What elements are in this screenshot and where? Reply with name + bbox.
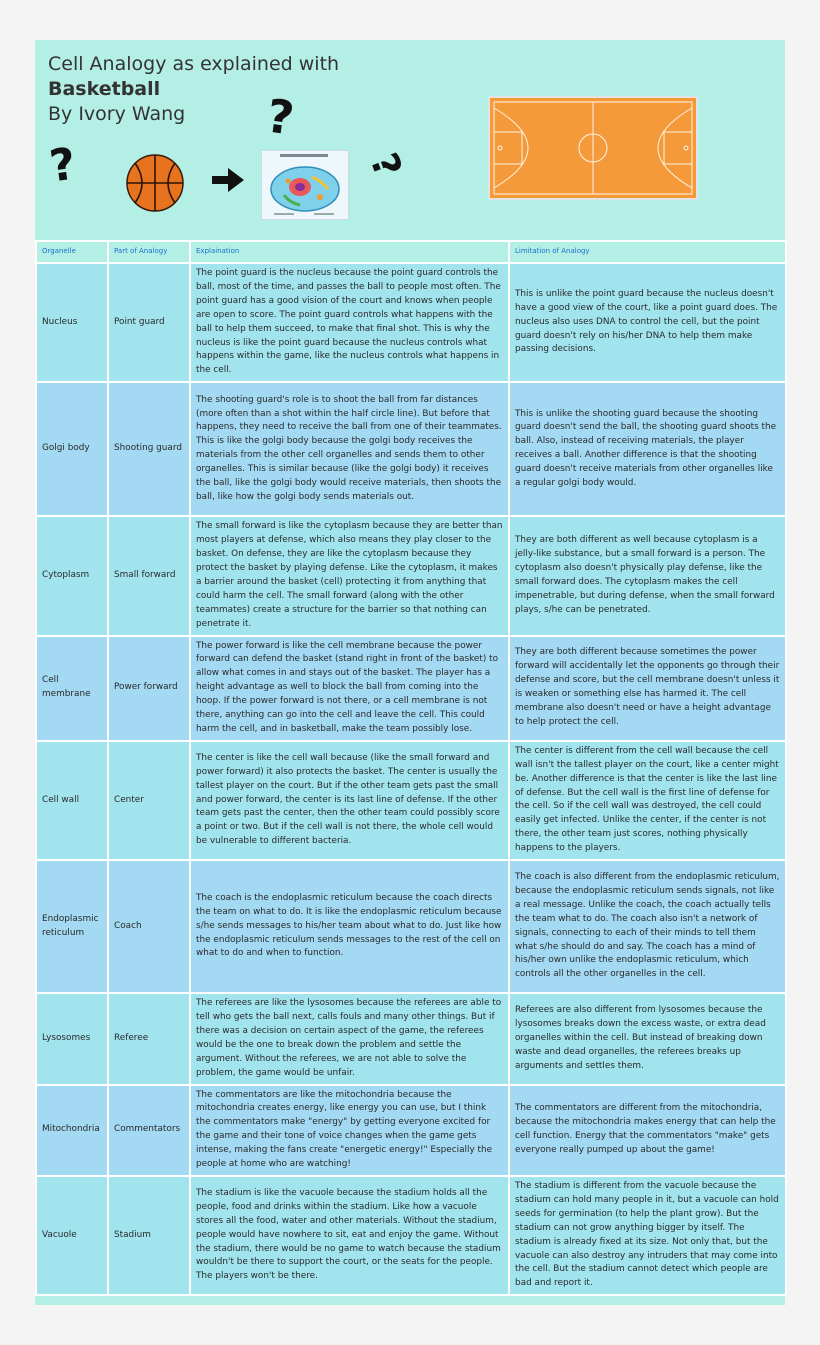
analogy-part-cell: Shooting guard xyxy=(108,382,190,516)
limitation-cell: The commentators are different from the mitochondria, because the mitochondria makes energy that can help the cell function. Energy that the commentators "make" gets everyone really pumped up about the game! xyxy=(509,1085,786,1176)
table-row xyxy=(36,993,786,1084)
header xyxy=(35,40,785,240)
limitation-cell: The coach is also different from the endoplasmic reticulum, because the endoplasmic reticulum sends signals, not like a real message. Unlike the coach, the coach actually tells the team what to do. The coach also isn't a network of signals, connecting to each of their minds to tell them what s/he should do and say. The coach has a mind of his/her own unlike the endoplasmic reticulum, which controls all the other organelles in the cell. xyxy=(509,860,786,993)
table-row xyxy=(36,382,786,516)
limitation-cell: This is unlike the point guard because the nucleus doesn't have a good view of the court, like a point guard does. The nucleus also uses DNA to control the cell, but the point guard doesn't rely on his/her DNA to help them make passing decisions. xyxy=(509,263,786,382)
explanation-cell: The center is like the cell wall because (like the small forward and power forward) it also protects the basket. The center is usually the tallest player on the court. But if the other team gets past the small and power forward, the center is its last line of defense. If the other team gets past the center, then the other team could possibly score a point or two. But if the cell wall is not there, the whole cell would be vulnerable to different bacteria. xyxy=(190,741,509,860)
limitation-cell: They are both different as well because cytoplasm is a jelly-like substance, but a small forward is a person. The cytoplasm also doesn't physically play defense, like the small forward does. The cytoplasm makes the cell impenetrable, but during defense, when the small forward plays, s/he can be penetrated. xyxy=(509,516,786,635)
analogy-part-cell: Power forward xyxy=(108,636,190,741)
explanation-cell: The stadium is like the vacuole because the stadium holds all the people, food and drinks within the stadium. Like how a vacuole stores all the food, water and other materials. Without the stadium, people would have nowhere to sit, eat and enjoy the game. Without the stadium, there would be no game to watch because the stadium wouldn't be there to support the court, or the seats for the people. The players won't be there. xyxy=(190,1176,509,1295)
question-mark-icon: ? xyxy=(361,147,411,183)
organelle-cell: Mitochondria xyxy=(36,1085,108,1176)
table-header-row xyxy=(36,241,786,263)
table-row xyxy=(36,860,786,993)
poster-title xyxy=(48,52,339,127)
table-row xyxy=(36,516,786,635)
author-line: By Ivory Wang xyxy=(48,103,186,125)
table-row xyxy=(36,1176,786,1295)
column-header: Explaination xyxy=(190,241,509,263)
question-mark-icon: ? xyxy=(263,88,298,146)
limitation-cell: This is unlike the shooting guard because the shooting guard doesn't send the ball, the shooting guard shoots the ball. Also, instead of receiving materials, the player receives a ball. Another difference is that the shooting guard doesn't receive materials from other organelles like a regular golgi body would. xyxy=(509,382,786,516)
explanation-cell: The referees are like the lysosomes because the referees are able to tell who gets the ball next, calls fouls and many other things. But if there was a decision on certain aspect of the game, the referees would be the one to break down the problem and settle the argument. Without the referees, we are not able to solve the problem, the game would be unfair. xyxy=(190,993,509,1084)
table-row xyxy=(36,636,786,741)
animal-cell-icon xyxy=(261,150,349,220)
explanation-cell: The point guard is the nucleus because the point guard controls the ball, most of the time, and passes the ball to people most often. The point guard has a good vision of the court and knows when people are open to score. The point guard controls what happens with the ball to help them succeed, to make that final shot. This is why the nucleus is like the point guard because the nucleus controls what happens within the game, like the nucleus controls what happens in the cell. xyxy=(190,263,509,382)
organelle-cell: Golgi body xyxy=(36,382,108,516)
analogy-part-cell: Center xyxy=(108,741,190,860)
analogy-part-cell: Coach xyxy=(108,860,190,993)
right-arrow-icon xyxy=(210,165,246,195)
organelle-cell: Cell membrane xyxy=(36,636,108,741)
poster xyxy=(35,40,785,1305)
question-mark-icon: ? xyxy=(46,138,79,193)
basketball-icon xyxy=(125,153,185,213)
title-line-2: Basketball xyxy=(48,78,161,100)
limitation-cell: They are both different because sometimes the power forward will accidentally let the opponents go through their defense and score, but the cell membrane doesn't unless it is weaken or something else has harmed it. The cell membrane also doesn't need or have a height advantage to help protect the cell. xyxy=(509,636,786,741)
organelle-cell: Cytoplasm xyxy=(36,516,108,635)
column-header: Organelle xyxy=(36,241,108,263)
explanation-cell: The shooting guard's role is to shoot the ball from far distances (more often than a shot within the half circle line). But before that happens, they need to receive the ball from one of their teammates. This is like the golgi body because the golgi body receives the materials from the other cell organelles and sends them to other organelles. This is similar because (like the golgi body) it receives the ball, like the golgi body would receive materials, then shoots the ball, like how the golgi body sends materials out. xyxy=(190,382,509,516)
table-row xyxy=(36,263,786,382)
basketball-court-icon xyxy=(488,96,698,200)
analogy-part-cell: Stadium xyxy=(108,1176,190,1295)
organelle-cell: Vacuole xyxy=(36,1176,108,1295)
limitation-cell: Referees are also different from lysosomes because the lysosomes breaks down the excess waste, or extra dead organelles within the cell. But instead of breaking down waste and dead organelles, the referees breaks up arguments and settles them. xyxy=(509,993,786,1084)
analogy-part-cell: Small forward xyxy=(108,516,190,635)
analogy-table xyxy=(35,240,787,1296)
table-row xyxy=(36,741,786,860)
limitation-cell: The stadium is different from the vacuole because the stadium can hold many people in it, but a vacuole can hold seeds for germination (to help the plant grow). But the stadium can not grow anything bigger by itself. The stadium is already fixed at its size. Not only that, but the vacuole can also destroy any intruders that may come into the cell. But the stadium cannot detect which people are bad and report it. xyxy=(509,1176,786,1295)
explanation-cell: The commentators are like the mitochondria because the mitochondria creates energy, like energy you can use, but I think the commentators make "energy" by getting everyone excited for the game and their tone of voice changes when the game gets intense, making the fans create "energetic energy!" Especially the people at home who are watching! xyxy=(190,1085,509,1176)
limitation-cell: The center is different from the cell wall because the cell wall isn't the tallest player on the court, like a center might be. Another difference is that the center is like the last line of defense. But the cell wall is the first line of defense for the cell. So if the cell wall was destroyed, the cell could easily get infected. Unlike the center, if the center is not there, the other team just scores, nothing physically happens to the players. xyxy=(509,741,786,860)
table-row xyxy=(36,1085,786,1176)
organelle-cell: Nucleus xyxy=(36,263,108,382)
organelle-cell: Lysosomes xyxy=(36,993,108,1084)
explanation-cell: The coach is the endoplasmic reticulum because the coach directs the team on what to do. It is like the endoplasmic reticulum because s/he sends messages to his/her team about what to do. Just like how the endoplasmic reticulum sends messages to the rest of the cell on what to do and when to function. xyxy=(190,860,509,993)
column-header: Part of Analogy xyxy=(108,241,190,263)
title-line-1: Cell Analogy as explained with xyxy=(48,53,340,75)
analogy-part-cell: Referee xyxy=(108,993,190,1084)
organelle-cell: Cell wall xyxy=(36,741,108,860)
organelle-cell: Endoplasmic reticulum xyxy=(36,860,108,993)
explanation-cell: The power forward is like the cell membrane because the power forward can defend the basket (stand right in front of the basket) to allow what comes in and stays out of the basket. The player has a height advantage as well to block the ball from coming into the hoop. If the power forward is not there, or a cell membrane is not there, anything can go into the cell and leave the cell. This could harm the cell, and in basketball, make the team possibly lose. xyxy=(190,636,509,741)
column-header: Limitation of Analogy xyxy=(509,241,786,263)
explanation-cell: The small forward is like the cytoplasm because they are better than most players at defense, which also means they play closer to the basket. On defense, they are like the cytoplasm because they protect the basket by playing defense. Like the cytoplasm, it makes a barrier around the basket (cell) protecting it from anything that could harm the cell. The small forward (along with the other teammates) create a structure for the barrier so that nothing can penetrate it. xyxy=(190,516,509,635)
analogy-part-cell: Commentators xyxy=(108,1085,190,1176)
analogy-part-cell: Point guard xyxy=(108,263,190,382)
